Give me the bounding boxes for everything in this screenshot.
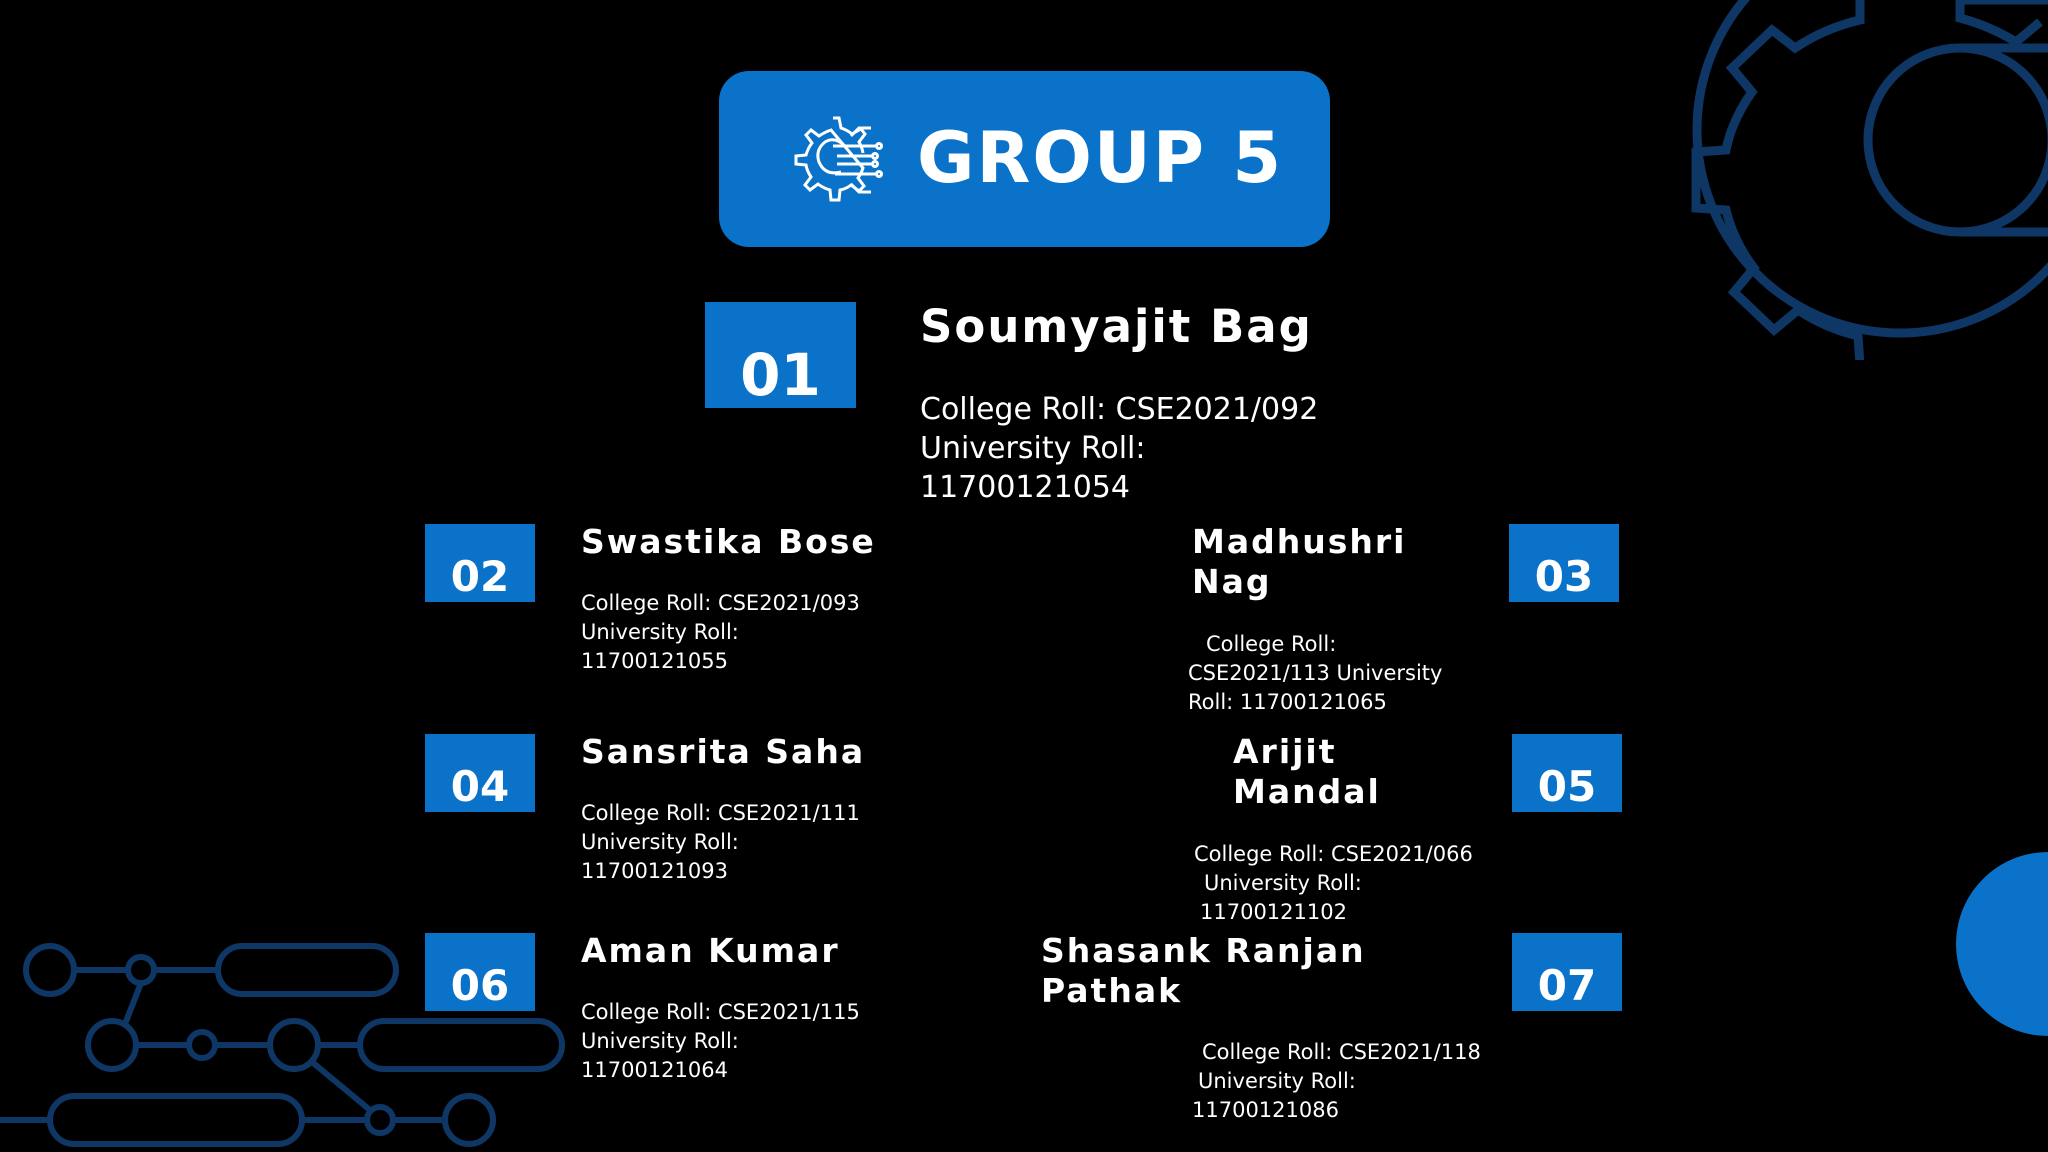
member-info [1188,630,1442,717]
member-number-badge [705,302,856,408]
page-title: GROUP 5 [917,117,1284,199]
university-roll-value: 11700121054 [920,470,1130,505]
info-line-3: Roll: 11700121065 [1188,690,1387,714]
university-roll-value: 11700121064 [581,1058,728,1082]
member-number: 04 [450,762,510,811]
member-name-line-1: Shasank Ranjan [1041,931,1366,970]
member-info [1194,840,1473,927]
college-roll: College Roll: CSE2021/111 [581,801,860,825]
member-name: Aman Kumar [581,931,840,970]
member-name: Soumyajit Bag [920,300,1313,353]
university-roll-value: 11700121055 [581,649,728,673]
member-name: Swastika Bose [581,522,876,561]
member-number-badge [425,524,535,602]
university-roll-label: University Roll: [581,620,739,644]
member-info [581,589,860,676]
member-name-line-2: Mandal [1233,772,1381,812]
member-number-badge [1512,734,1622,812]
university-roll-label: University Roll: [581,1029,739,1053]
university-roll-value: 11700121086 [1192,1098,1339,1122]
member-number: 02 [450,552,510,601]
university-roll-value: 11700121102 [1200,900,1347,924]
university-roll-label: University Roll: [920,431,1146,466]
member-name [1041,931,1366,1012]
info-line-2: CSE2021/113 University [1188,661,1443,685]
gear-icon [1660,0,2048,360]
member-info [581,799,860,886]
blue-circle-decoration [1956,852,2048,1036]
member-number-badge [425,933,535,1011]
member-name-line-2: Pathak [1041,971,1183,1011]
university-roll-value: 11700121093 [581,859,728,883]
gear-circuit-icon [785,110,885,210]
university-roll-label: University Roll: [1204,871,1362,895]
member-number: 06 [450,961,510,1010]
member-number-badge [1509,524,1619,602]
info-line-1: College Roll: [1206,632,1337,656]
member-info [581,998,860,1085]
member-name-line-1: Madhushri [1192,522,1407,561]
college-roll: College Roll: CSE2021/118 [1202,1040,1481,1064]
member-name-line-1: Arijit [1233,732,1337,771]
member-name: Sansrita Saha [581,732,866,771]
college-roll: College Roll: CSE2021/092 [920,392,1319,427]
member-name [1233,732,1381,813]
member-number-badge [1512,933,1622,1011]
college-roll: College Roll: CSE2021/115 [581,1000,860,1024]
member-name [1192,522,1406,603]
member-name-line-2: Nag [1192,562,1272,602]
university-roll-label: University Roll: [581,830,739,854]
college-roll: College Roll: CSE2021/093 [581,591,860,615]
member-info [920,390,1318,507]
title-banner [719,71,1330,247]
member-number-badge [425,734,535,812]
member-number: 03 [1534,552,1594,601]
member-number: 05 [1537,762,1597,811]
member-info [1192,1038,1481,1125]
college-roll: College Roll: CSE2021/066 [1194,842,1473,866]
member-number: 07 [1537,961,1597,1010]
member-number: 01 [740,341,821,409]
university-roll-label: University Roll: [1198,1069,1356,1093]
